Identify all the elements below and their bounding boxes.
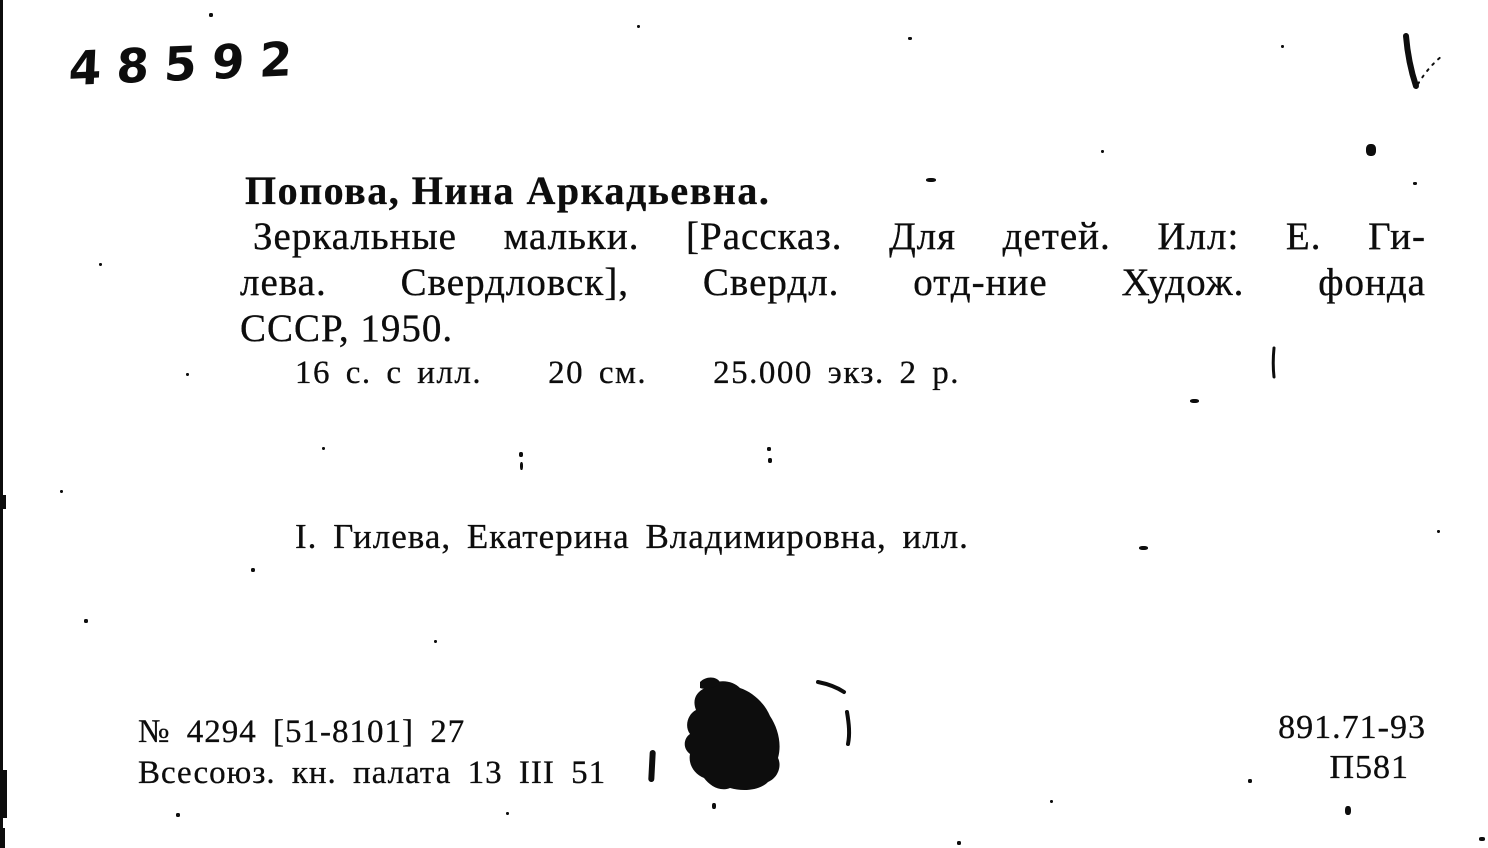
author-heading: Попова, Нина Аркадьевна.	[245, 168, 771, 213]
noise-speck	[1437, 530, 1440, 533]
noise-speck	[519, 452, 523, 457]
noise-speck	[926, 178, 936, 182]
noise-speck	[99, 263, 102, 266]
bibliographic-entry	[240, 168, 1426, 392]
noise-speck	[322, 447, 325, 450]
noise-speck	[84, 619, 88, 623]
noise-speck	[1366, 144, 1376, 156]
handwritten-accession-number: 48592	[67, 31, 309, 98]
noise-speck	[767, 447, 771, 451]
noise-speck	[768, 458, 772, 463]
noise-speck	[209, 13, 213, 17]
collation-pages: 16 с. с илл.	[295, 355, 483, 391]
title-statement-line-2: лева. Свердловск], Свердл. отд-ние Худож. фонда	[240, 261, 1426, 304]
noise-speck	[1248, 779, 1252, 783]
noise-speck	[1281, 45, 1284, 48]
noise-speck	[637, 25, 640, 28]
noise-speck	[251, 568, 255, 572]
scan-edge-artifact	[0, 495, 6, 509]
noise-speck	[176, 813, 180, 817]
noise-speck	[712, 803, 716, 809]
scan-edge-artifact	[0, 770, 7, 818]
title-statement-line-3: СССР, 1950.	[240, 307, 454, 350]
title-statement-line-1: Зеркальные мальки. [Рассказ. Для детей. Илл: Е. Ги-	[253, 215, 1426, 258]
order-number-line: № 4294 [51-8101] 27	[138, 714, 466, 750]
noise-speck	[520, 462, 523, 470]
noise-speck	[1479, 837, 1485, 841]
noise-speck	[60, 490, 63, 493]
noise-speck	[186, 373, 189, 376]
noise-speck	[1050, 800, 1053, 803]
noise-speck	[434, 640, 437, 643]
classification-number: 891.71-93	[1278, 709, 1426, 746]
stray-mark	[1264, 346, 1284, 380]
scan-left-edge	[0, 0, 3, 848]
tracing-illustrator-entry: I. Гилева, Екатерина Владимировна, илл.	[295, 517, 969, 556]
author-mark: П581	[1329, 749, 1409, 786]
scan-edge-artifact	[0, 828, 5, 848]
collation-print-run: 25.000 экз. 2 р.	[713, 355, 960, 391]
collation-line	[295, 354, 1426, 392]
footer-left-block	[138, 712, 606, 794]
noise-speck	[1413, 182, 1417, 185]
noise-speck	[1139, 546, 1148, 550]
noise-speck	[1101, 150, 1104, 153]
noise-speck	[1190, 399, 1199, 403]
ink-blot	[632, 666, 872, 816]
collation-size: 20 см.	[548, 355, 648, 391]
noise-speck	[908, 37, 912, 40]
noise-speck	[1345, 806, 1351, 815]
book-chamber-line: Всесоюз. кн. палата 13 III 51	[138, 755, 607, 791]
noise-speck	[957, 841, 961, 845]
footer-right-block	[1278, 708, 1426, 788]
handwritten-check-icon	[1392, 26, 1454, 104]
noise-speck	[506, 812, 509, 815]
